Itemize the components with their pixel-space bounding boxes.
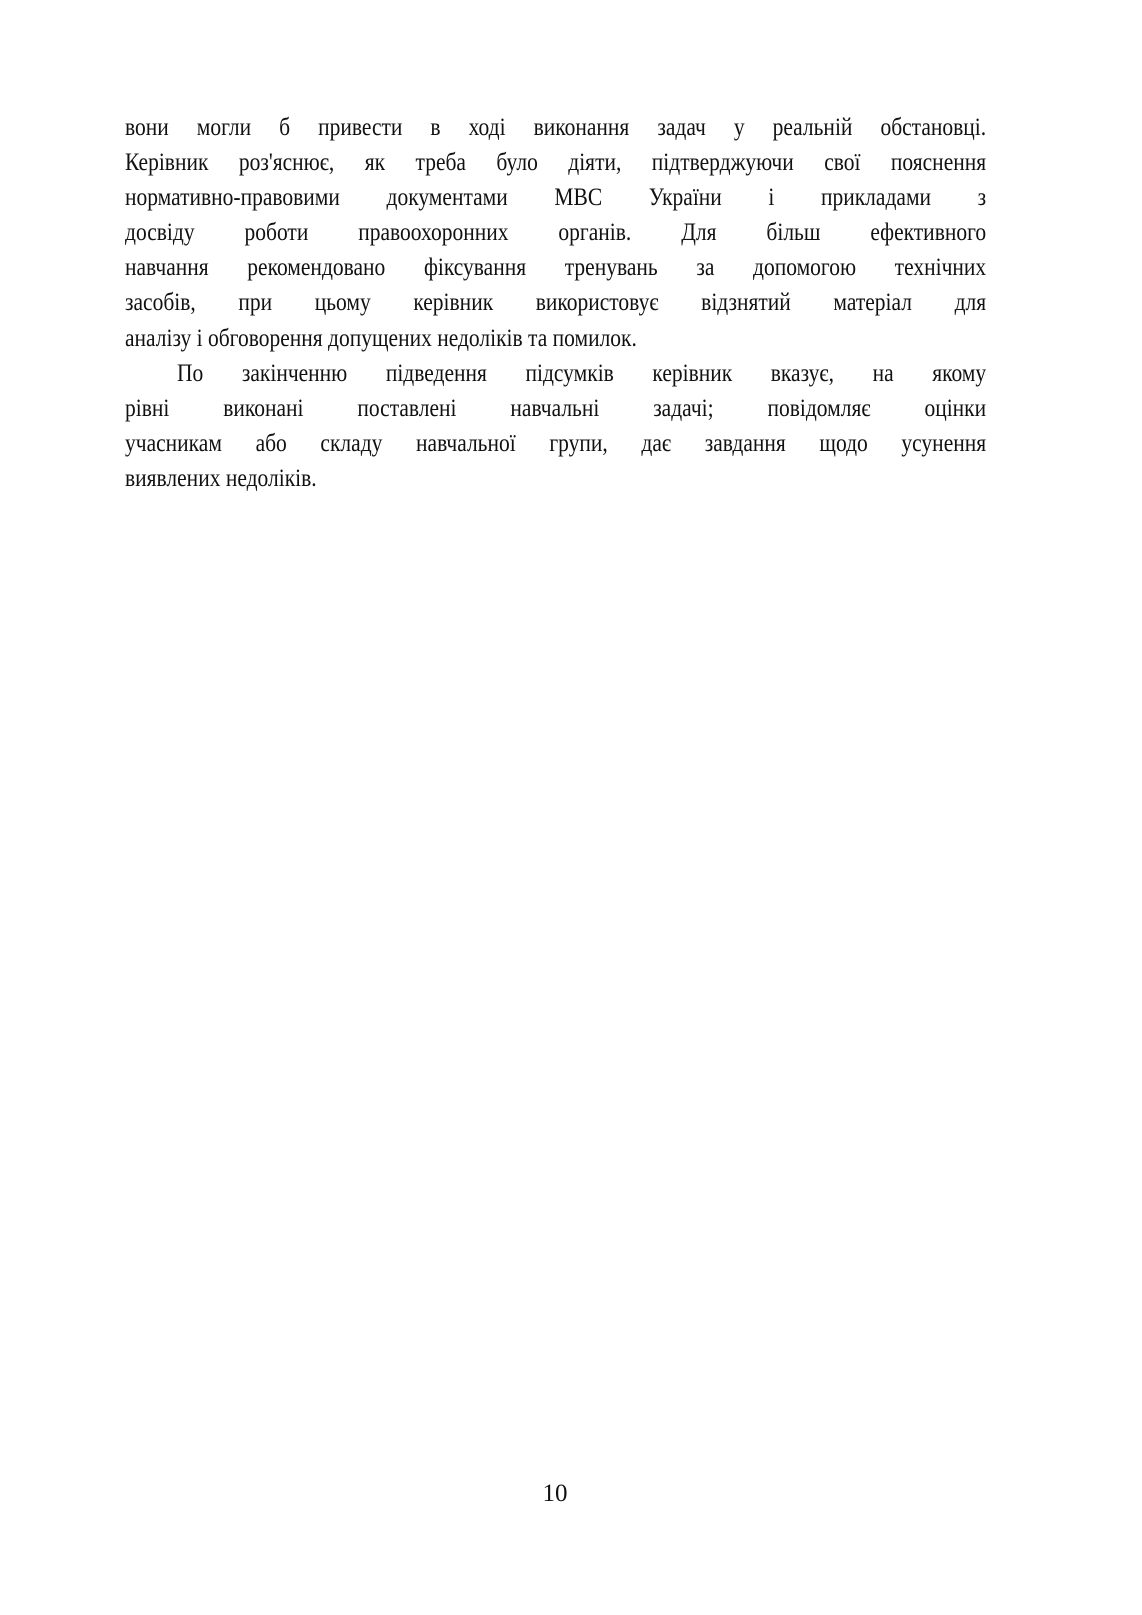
text-line: навчання рекомендовано фіксування тренувань за допомогою технічних bbox=[125, 254, 987, 282]
text-line: учасникам або складу навчальної групи, дає завдання щодо усунення bbox=[125, 429, 987, 457]
text-line: По закінченню підведення підсумків керівник вказує, на якому bbox=[177, 359, 987, 387]
text-line: аналізу і обговорення допущених недоліків та помилок. bbox=[125, 324, 637, 352]
text-line: засобів, при цьому керівник використовує відзнятий матеріал для bbox=[125, 289, 987, 317]
text-line: рівні виконані поставлені навчальні задачі; повідомляє оцінки bbox=[125, 394, 987, 422]
paragraph-2 bbox=[125, 356, 986, 496]
page-number: 10 bbox=[542, 1480, 568, 1507]
text-line: нормативно-правовими документами МВС України і прикладами з bbox=[125, 184, 987, 212]
text-line: вони могли б привести в ході виконання задач у реальній обстановці. bbox=[125, 114, 987, 141]
text-line: досвіду роботи правоохоронних органів. Для більш ефективного bbox=[125, 219, 987, 247]
paragraph-1 bbox=[125, 110, 986, 356]
text-line: Керівник роз'яснює, як треба було діяти, підтверджуючи свої пояснення bbox=[125, 149, 987, 177]
text-line: виявлених недоліків. bbox=[125, 464, 317, 492]
body-text bbox=[125, 110, 986, 496]
